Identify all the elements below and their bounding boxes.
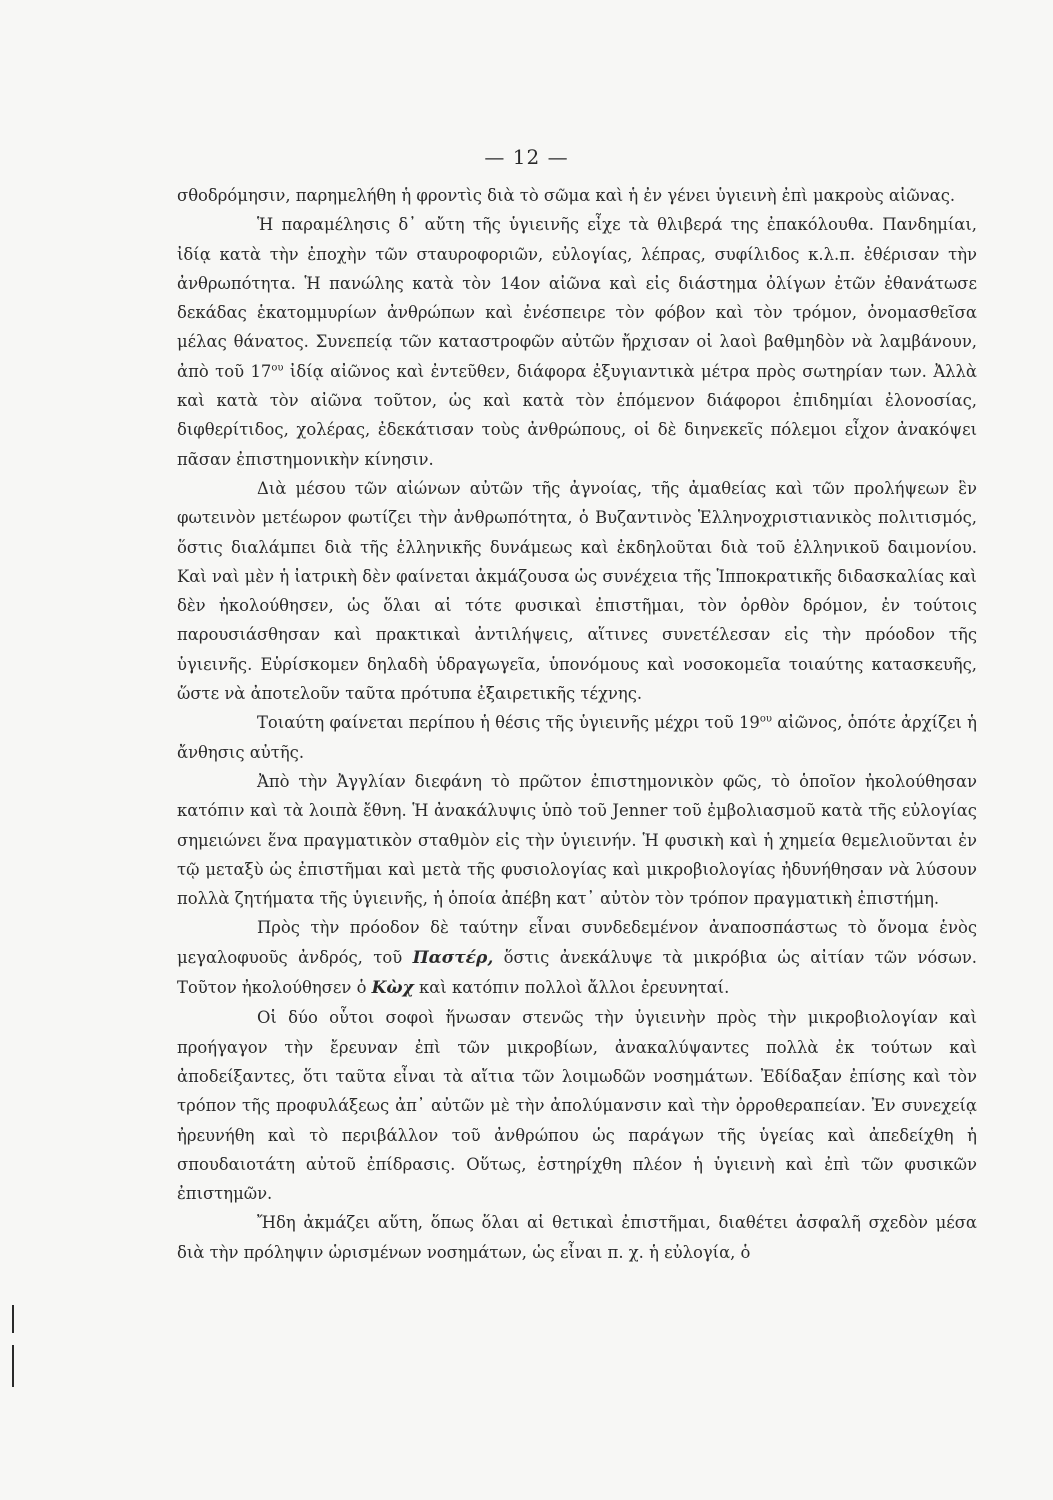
text-run: Ἀπὸ τὴν Ἀγγλίαν διεφάνη τὸ πρῶτον ἐπιστημονικὸν φῶς, τὸ ὁποῖον ἠκολούθησαν κατόπιν καὶ τὰ λοιπὰ ἔθνη. Ἡ ἀνακάλυψις ὑπὸ τοῦ Jenner τοῦ ἐμβολιασμοῦ κατὰ τῆς εὐλογίας σημειώνει ἕνα πραγματικὸν σταθμὸν εἰς τὴν ὑγιεινήν. Ἡ φυσικὴ καὶ ἡ χημεία θεμελιοῦνται ἐν τῷ μεταξὺ ὡς ἐπιστῆμαι καὶ μετὰ τῆς φυσιολογίας καὶ μικροβιολογίας ἠδυνήθησαν νὰ λύσουν πολλὰ ζητήματα τῆς ὑγιεινῆς, ἡ ὁποία ἀπέβη κατ᾽ αὐτὸν τὸν τρόπον πραγματικὴ ἐπιστήμη.: [177, 771, 977, 909]
paragraph: [177, 474, 977, 708]
paragraph: [177, 210, 977, 474]
ordinal-superscript: ου: [759, 713, 772, 725]
emphasized-name: Κὼχ: [371, 978, 414, 999]
text-run: Πρὸς τὴν πρόοδον δὲ ταύτην εἶναι συνδεδεμένον ἀναποσπάστως τὸ ὄνομα ἑνὸς μεγαλοφυοῦς ἀνδρός, τοῦ: [177, 918, 977, 967]
paragraph: [177, 708, 977, 767]
text-run: Τοιαύτη φαίνεται περίπου ἡ θέσις τῆς ὑγιεινῆς μέχρι τοῦ 19: [257, 713, 760, 733]
binding-mark: [12, 1345, 14, 1387]
paragraph: [177, 1003, 977, 1208]
text-run: σθοδρόμησιν, παρημελήθη ἡ φροντὶς διὰ τὸ σῶμα καὶ ἡ ἐν γένει ὑγιεινὴ ἐπὶ μακροὺς αἰῶνας.: [177, 186, 956, 205]
paragraph: [177, 1208, 977, 1267]
ordinal-superscript: ου: [271, 362, 284, 374]
page-number: — 12 —: [484, 145, 569, 169]
text-run: ἰδίᾳ αἰῶνος καὶ ἐντεῦθεν, διάφορα ἐξυγιαντικὰ μέτρα πρὸς σωτηρίαν των. Ἀλλὰ καὶ κατὰ τὸν αἰῶνα τοῦτον, ὡς καὶ κατὰ τὸν ἑπόμενον διάφοροι ἐπιδημίαι ἐλονοσίας, διφθερίτιδος, χολέρας, ἐδεκάτισαν τοὺς ἀνθρώπους, οἱ δὲ διηνεκεῖς πόλεμοι εἶχον ἀνακόψει πᾶσαν ἐπιστημονικὴν κίνησιν.: [177, 361, 977, 469]
body-text: [177, 181, 977, 1267]
binding-mark: [12, 1305, 14, 1333]
text-run: Διὰ μέσου τῶν αἰώνων αὐτῶν τῆς ἀγνοίας, τῆς ἀμαθείας καὶ τῶν προλήψεων ἓν φωτεινὸν μετέωρον φωτίζει τὴν ἀνθρωπότητα, ὁ Βυζαντινὸς Ἑλληνοχριστιανικὸς πολιτισμός, ὅστις διαλάμπει διὰ τῆς ἑλληνικῆς δυνάμεως καὶ ἐκδηλοῦται διὰ τοῦ ἑλληνικοῦ δαιμονίου. Καὶ ναὶ μὲν ἡ ἰατρικὴ δὲν φαίνεται ἀκμάζουσα ὡς συνέχεια τῆς Ἱπποκρατικῆς διδασκαλίας καὶ δὲν ἠκολούθησεν, ὡς ὅλαι αἱ τότε φυσικαὶ ἐπιστῆμαι, τὸν ὀρθὸν δρόμον, ἐν τούτοις παρουσιάσθησαν καὶ πρακτικαὶ ἀντιλήψεις, αἵτινες συνετέλεσαν εἰς τὴν πρόοδον τῆς ὑγιεινῆς. Εὑρίσκομεν δηλαδὴ ὑδραγωγεῖα, ὑπονόμους καὶ νοσοκομεῖα τοιαύτης κατασκευῆς, ὥστε νὰ ἀποτελοῦν ταῦτα πρότυπα ἐξαιρετικῆς τέχνης.: [177, 478, 977, 704]
text-run: Οἱ δύο οὗτοι σοφοὶ ἥνωσαν στενῶς τὴν ὑγιεινὴν πρὸς τὴν μικροβιολογίαν καὶ προήγαγον τὴν ἔρευναν ἐπὶ τῶν μικροβίων, ἀνακαλύψαντες πολλὰ ἐκ τούτων καὶ ἀποδείξαντες, ὅτι ταῦτα εἶναι τὰ αἴτια τῶν λοιμωδῶν νοσημάτων. Ἐδίδαξαν ἐπίσης καὶ τὸν τρόπον τῆς προφυλάξεως ἀπ᾽ αὐτῶν μὲ τὴν ἀπολύμανσιν καὶ τὴν ὀρροθεραπείαν. Ἐν συνεχείᾳ ἠρευνήθη καὶ τὸ περιβάλλον τοῦ ἀνθρώπου ὡς παράγων τῆς ὑγείας καὶ ἀπεδείχθη ἡ σπουδαιοτάτη αὐτοῦ ἐπίδρασις. Οὕτως, ἐστηρίχθη πλέον ἡ ὑγιεινὴ καὶ ἐπὶ τῶν φυσικῶν ἐπιστημῶν.: [177, 1008, 977, 1204]
text-run: καὶ κατόπιν πολλοὶ ἄλλοι ἐρευνηταί.: [413, 978, 730, 998]
text-run: αἰῶνος, ὁπότε ἀρχίζει ἡ ἄνθησις αὐτῆς.: [177, 713, 977, 762]
text-run: Ἡ παραμέλησις δ᾽ αὔτη τῆς ὑγιεινῆς εἶχε τὰ θλιβερά της ἐπακόλουθα. Πανδημίαι, ἰδίᾳ κατὰ τὴν ἐποχὴν τῶν σταυροφοριῶν, εὐλογίας, λέπρας, συφίλιδος κ.λ.π. ἐθέρισαν τὴν ἀνθρωπότητα. Ἡ πανώλης κατὰ τὸν 14ον αἰῶνα καὶ εἰς διάστημα ὀλίγων ἐτῶν ἐθανάτωσε δεκάδας ἑκατομμυρίων ἀνθρώπων καὶ ἐνέσπειρε τὸν φόβον καὶ τὸν τρόμον, ὀνομασθεῖσα μέλας θάνατος. Συνεπείᾳ τῶν καταστροφῶν αὐτῶν ἤρχισαν οἱ λαοὶ βαθμηδὸν νὰ λαμβάνουν, ἀπὸ τοῦ 17: [177, 215, 977, 381]
paragraph: [177, 181, 977, 210]
paragraph: [177, 767, 977, 913]
text-run: Ἤδη ἀκμάζει αὕτη, ὅπως ὅλαι αἱ θετικαὶ ἐπιστῆμαι, διαθέτει ἀσφαλῆ σχεδὸν μέσα διὰ τὴν πρόληψιν ὡρισμένων νοσημάτων, ὡς εἶναι π. χ. ἡ εὐλογία, ὁ: [177, 1213, 977, 1262]
paragraph: [177, 913, 977, 1003]
emphasized-name: Παστέρ,: [412, 947, 494, 968]
text-run: ὅστις ἀνεκάλυψε τὰ μικρόβια ὡς αἰτίαν τῶν νόσων. Τοῦτον ἠκολούθησεν ὁ: [177, 947, 978, 998]
